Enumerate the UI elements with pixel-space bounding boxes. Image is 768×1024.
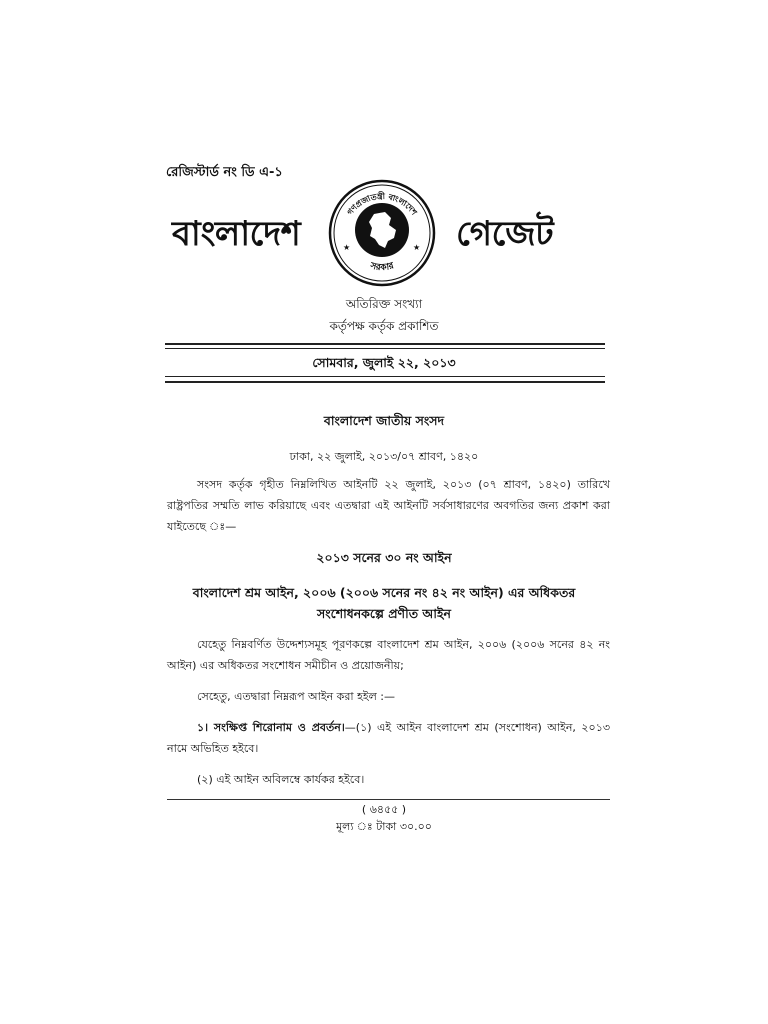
seal-text-top: গণপ্রজাতন্ত্রী বাংলাদেশ	[345, 191, 419, 217]
section-1-subsection-2: (২) এই আইন অবিলম্বে কার্যকর হইবে।	[197, 773, 365, 786]
page-number: ( ৬৪৫৫ )	[361, 803, 407, 816]
parliament-heading: বাংলাদেশ জাতীয় সংসদ	[323, 413, 445, 428]
act-title	[0, 582, 768, 624]
preamble-paragraph: যেহেতু নিম্নবর্ণিত উদ্দেশ্যসমূহ পূরণকল্পে বাংলাদেশ শ্রম আইন, ২০০৬ (২০০৬ সনের ৪২ নং আইন) এর অধিকতর সংশোধন সমীচীন ও প্রয়োজনীয়;	[167, 638, 610, 672]
section-1-paragraph	[167, 717, 610, 759]
divider-bottom-thin	[165, 376, 605, 377]
footer-divider	[167, 799, 610, 800]
place-date-line: ঢাকা, ২২ জুলাই, ২০১৩/০৭ শ্রাবণ, ১৪২০	[289, 450, 479, 463]
published-by-label: কর্তৃপক্ষ কর্তৃক প্রকাশিত	[329, 319, 439, 333]
section-1-text: —(১) এই আইন বাংলাদেশ শ্রম (সংশোধন) আইন, ২০১৩ নামে অভিহিত হইবে।	[167, 721, 610, 755]
government-seal-icon	[327, 178, 437, 288]
svg-text:★: ★	[413, 243, 421, 252]
extra-issue-label: অতিরিক্ত সংখ্যা	[345, 297, 423, 311]
price-label: মূল্য ঃ টাকা ৩০.০০	[336, 820, 432, 833]
divider-bottom-thick	[165, 381, 605, 383]
enactment-paragraph: সেহেতু, এতদ্বারা নিম্নরূপ আইন করা হইল :—	[197, 690, 395, 703]
issue-date: সোমবার, জুলাই ২২, ২০১৩	[312, 355, 456, 370]
divider-top-thin	[165, 348, 605, 349]
svg-text:★: ★	[343, 243, 351, 252]
masthead-title-right: গেজেট	[456, 214, 554, 254]
assent-paragraph: সংসদ কর্তৃক গৃহীত নিম্নলিখিত আইনটি ২২ জুলাই, ২০১৩ (০৭ শ্রাবণ, ১৪২০) তারিখে রাষ্ট্রপতির সম্মতি লাভ করিয়াছে এবং এতদ্বারা এই আইনটি সর্বসাধারণের অবগতির জন্য প্রকাশ করা যাইতেছে ঃ—	[167, 478, 610, 533]
act-title-line-1: বাংলাদেশ শ্রম আইন, ২০০৬ (২০০৬ সনের নং ৪২ নং আইন) এর অধিকতর	[192, 585, 576, 600]
act-title-line-2: সংশোধনকল্পে প্রণীত আইন	[317, 606, 451, 621]
act-number-heading: ২০১৩ সনের ৩০ নং আইন	[316, 550, 452, 565]
seal-text-bottom: সরকার	[368, 261, 396, 274]
registration-number: রেজিস্টার্ড নং ডি এ-১	[166, 165, 283, 180]
section-1-heading: ১। সংক্ষিপ্ত শিরোনাম ও প্রবর্তন।	[197, 721, 345, 734]
masthead-title-left: বাংলাদেশ	[172, 214, 301, 254]
divider-top-thick	[165, 343, 605, 345]
